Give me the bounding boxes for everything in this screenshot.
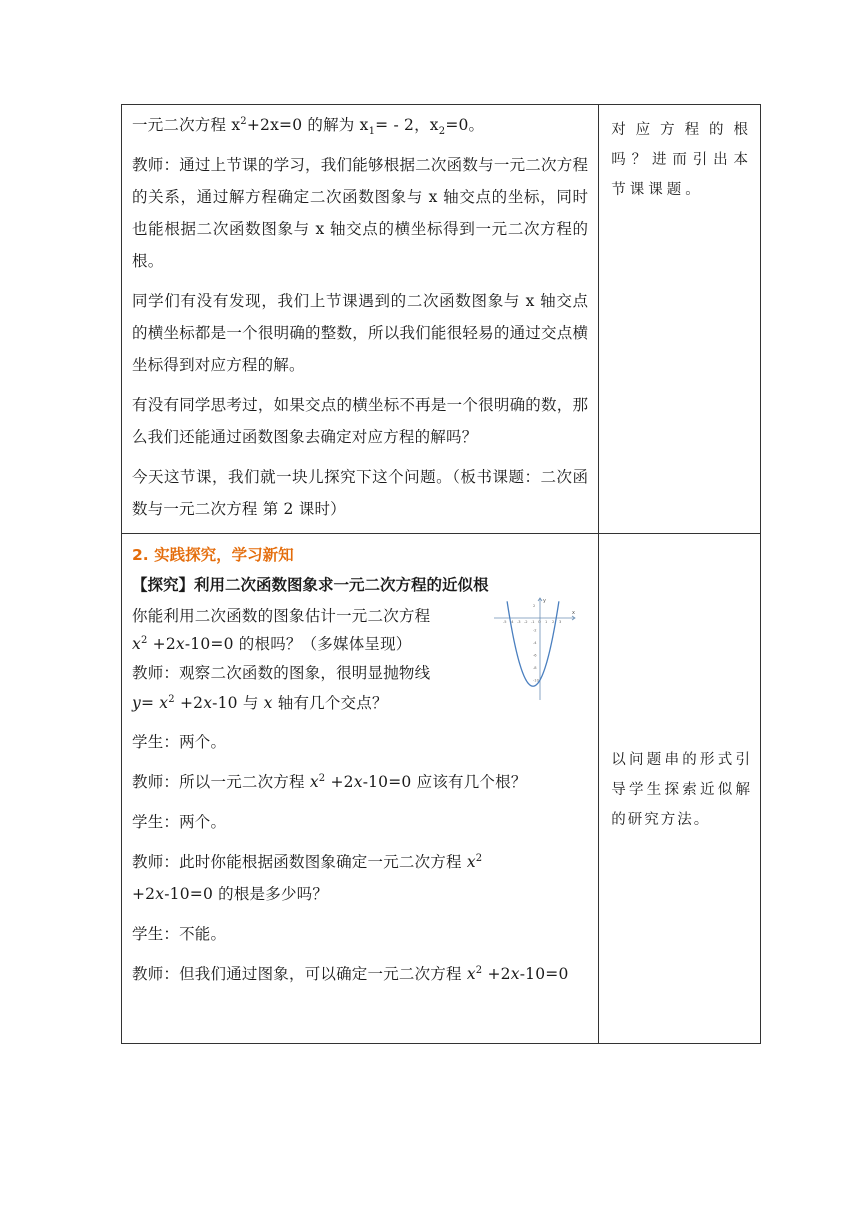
- section-heading: 2. 实践探究，学习新知: [132, 546, 294, 564]
- explore-block: [132, 598, 588, 718]
- table-row: [122, 534, 761, 1044]
- x-axis-label: x: [572, 610, 576, 616]
- equation-solution-line: 一元二次方程 $x^2+2x=0$ 的解为 $x_1= - 2$，$x_2=0$。: [132, 115, 485, 138]
- main-cell: [122, 534, 599, 1044]
- teacher-paragraph: 有没有同学思考过，如果交点的横坐标不再是一个很明确的数，那么我们还能通过函数图象去确定对应方程的解吗？: [132, 396, 589, 446]
- y-tick-label: -8: [533, 665, 537, 670]
- teacher-line: $y= x^2 +2x-10$ 与 x 轴有几个交点？: [132, 693, 388, 712]
- teacher-line: 教师：此时你能根据函数图象确定一元二次方程 $x^2$: [132, 852, 483, 871]
- teacher-paragraph: 今天这节课，我们就一块儿探究下这个问题。（板书课题：二次函数与一元二次方程 第 2 课时）: [132, 468, 589, 518]
- design-intent-cell: [599, 105, 761, 534]
- teacher-paragraph: 同学们有没有发现，我们上节课遇到的二次函数图象与 x 轴交点的横坐标都是一个很明确的整数，所以我们能很轻易的通过交点横坐标得到对应方程的解。: [132, 292, 589, 374]
- teacher-paragraph: 教师：通过上节课的学习，我们能够根据二次函数与一元二次方程的关系，通过解方程确定二次函数图象与 x 轴交点的坐标，同时也能根据二次函数图象与 x 轴交点的横坐标得到一元二次方程的根。: [132, 156, 589, 270]
- question-line: 你能利用二次函数的图象估计一元二次方程: [132, 607, 431, 625]
- design-intent-text: 以问题串的形式引导学生探索近似解的研究方法。: [611, 751, 752, 828]
- x-tick-label: -5: [503, 620, 507, 624]
- y-tick-label: -2: [533, 628, 537, 633]
- student-line: 学生：两个。: [132, 733, 227, 751]
- student-line: 学生：两个。: [132, 813, 227, 831]
- y-tick-label: -10: [533, 678, 540, 683]
- x-tick-label: -1: [531, 620, 535, 624]
- question-line: $x^2 +2x-10=0$ 的根吗？（多媒体呈现）: [132, 634, 412, 653]
- x-tick-label: 1: [545, 620, 548, 624]
- parabola-graph: [492, 596, 576, 706]
- teacher-line: 教师：但我们通过图象，可以确定一元二次方程 $x^2 +2x-10=0$: [132, 964, 569, 983]
- x-tick-label: -2: [524, 620, 528, 624]
- x-tick-label: -4: [510, 620, 514, 624]
- y-tick-label: -4: [533, 641, 537, 646]
- teacher-line: 教师：所以一元二次方程 $x^2 +2x-10=0$ 应该有几个根？: [132, 772, 527, 791]
- teacher-line: 教师：观察二次函数的图象，很明显抛物线: [132, 664, 431, 682]
- teacher-line: +2x-10=0 的根是多少吗？: [132, 885, 329, 903]
- y-tick-label: -6: [533, 653, 537, 658]
- table-row: [122, 105, 761, 534]
- student-line: 学生：不能。: [132, 925, 227, 943]
- design-intent-cell: [599, 534, 761, 1044]
- lesson-table: [121, 104, 761, 1044]
- design-intent-text: 对应方程的根吗？进而引出本节课课题。: [611, 122, 752, 198]
- x-tick-label: -3: [517, 620, 521, 624]
- y-tick-label: 2: [533, 603, 536, 608]
- x-tick-label: 3: [559, 620, 562, 624]
- main-cell: [122, 105, 599, 534]
- x-tick-label: 2: [552, 620, 555, 624]
- y-axis-label: y: [543, 598, 547, 604]
- explore-heading: 【探究】利用二次函数图象求一元二次方程的近似根: [132, 576, 489, 594]
- x-tick-label: O: [538, 620, 542, 624]
